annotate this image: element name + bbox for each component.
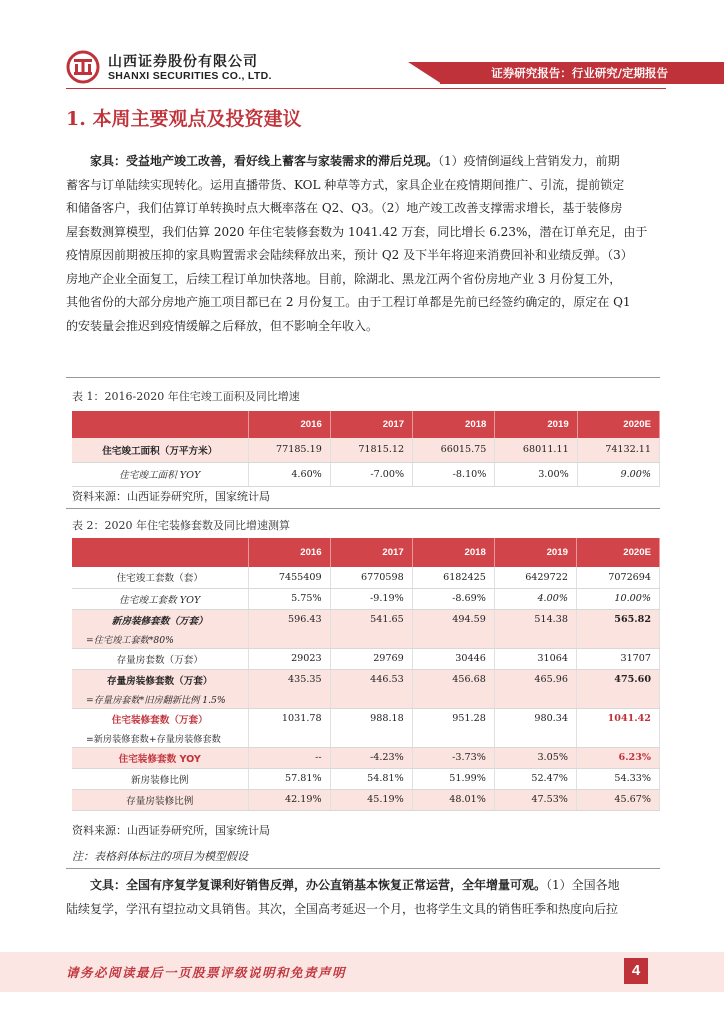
company-logo-icon [66,50,100,84]
table-row [72,567,660,588]
disclaimer-link[interactable]: 请务必阅读最后一页股票评级说明和免责声明 [66,965,347,980]
table-row [72,669,660,690]
table-cell: 71815.12 [330,438,412,462]
table2-col-2020e: 2020E [576,538,659,567]
table-cell: 存量房装修比例 [72,789,248,810]
table-cell: 6770598 [330,567,412,588]
stationery-lead: 文具：全国有序复学复课利好销售反弹，办公直销基本恢复正常运营，全年增量可观。 [90,878,547,892]
table-cell [494,729,576,747]
table-cell: 68011.11 [495,438,577,462]
table-row [72,648,660,669]
table1-header-row [72,411,660,438]
table2-note: 注：表格斜体标注的项目为模型假设 [72,850,248,863]
table-row [72,729,660,747]
section-title: 1. 本周主要观点及投资建议 [66,108,302,130]
table-cell: 435.35 [248,669,330,690]
table-cell: 596.43 [248,609,330,630]
table-row [72,768,660,789]
table-cell: 565.82 [576,609,659,630]
table-cell: 57.81% [248,768,330,789]
table-cell: 1041.42 [576,708,659,729]
table-cell: 6429722 [494,567,576,588]
table-cell: -8.69% [412,588,494,609]
table-cell: 951.28 [412,708,494,729]
table2-col-2016: 2016 [248,538,330,567]
page-header [0,0,724,96]
table-cell: 10.00% [576,588,659,609]
table-cell: 51.99% [412,768,494,789]
header-divider [66,88,666,89]
table-cell: 住宅竣工套数（套） [72,567,248,588]
furniture-lead: 家具：受益地产竣工改善，看好线上蓄客与家装需求的滞后兑现。 [90,154,439,168]
table-cell: 29769 [330,648,412,669]
stationery-line-0: （1）全国各地 [546,878,620,892]
table1-col-2017: 2017 [330,411,412,438]
table-cell: 52.47% [494,768,576,789]
table2-bottom-rule [66,868,660,869]
table-cell: 66015.75 [413,438,495,462]
table1-col-2018: 2018 [413,411,495,438]
table-cell: =新房装修套数+存量房装修套数 [72,729,248,747]
table-cell [494,690,576,708]
table-cell: 4.00% [494,588,576,609]
table-cell: -9.19% [330,588,412,609]
table-row [72,708,660,729]
table-row [72,609,660,630]
furniture-line-5: 房地产企业全面复工，后续工程订单加快落地。目前，除湖北、黑龙江两个省份房地产业 3 月份复工外， [66,271,622,286]
table-row [72,690,660,708]
table-cell: -4.23% [330,747,412,768]
report-type-label: 证券研究报告：行业研究/定期报告 [491,66,668,80]
stationery-line-1: 陆续复学，学汛有望拉动文具销售。其次，全国高考延迟一个月，也将学生文具的销售旺季和热度向后拉 [66,901,619,916]
table-cell: 988.18 [330,708,412,729]
table1-source: 资料来源：山西证券研究所，国家统计局 [72,490,270,503]
furniture-line-1: 蓄客与订单陆续实现转化。运用直播带货、KOL 种草等方式，家具企业在疫情期间推广、引流，提前锁定 [66,177,625,192]
table-cell [330,690,412,708]
table-cell: 31064 [494,648,576,669]
table2-col-2019: 2019 [494,538,576,567]
table-cell [248,630,330,648]
table-cell [248,690,330,708]
table-cell: 980.34 [494,708,576,729]
table-cell: 住宅竣工套数 YOY [72,588,248,609]
table-cell: 45.67% [576,789,659,810]
furniture-line-3: 屋套数测算模型，我们估算 2020 年住宅装修套数为 1041.42 万套，同比增长 6.23%，潜在订单充足，由于 [66,224,648,239]
table-row [72,747,660,768]
table1-col-label [72,411,248,438]
table2-col-2018: 2018 [412,538,494,567]
table-cell: 存量房套数（万套） [72,648,248,669]
table-cell: 77185.19 [248,438,330,462]
table-cell: 494.59 [412,609,494,630]
table-cell: 29023 [248,648,330,669]
table-cell [248,729,330,747]
table-cell: 47.53% [494,789,576,810]
table1 [72,411,660,487]
table-row [72,789,660,810]
company-name-en: SHANXI SECURITIES CO., LTD. [108,70,272,82]
table1-col-2019: 2019 [495,411,577,438]
table-cell: 30446 [412,648,494,669]
table-row [72,438,660,462]
table-cell [412,630,494,648]
table-cell: 住宅竣工面积（万平方米） [72,438,248,462]
table-cell [330,729,412,747]
table1-caption: 表 1：2016-2020 年住宅竣工面积及同比增速 [72,390,300,403]
table-cell: 31707 [576,648,659,669]
furniture-line-0: （1）疫情倒逼线上营销发力，前期 [438,154,620,168]
table-cell: 4.60% [248,462,330,486]
table2 [72,538,660,811]
table-cell: 54.81% [330,768,412,789]
table-cell: 住宅竣工面积 YOY [72,462,248,486]
table2-source: 资料来源：山西证券研究所，国家统计局 [72,824,270,837]
page-number: 4 [624,958,648,984]
furniture-line-7: 的安装量会推迟到疫情缓解之后释放，但不影响全年收入。 [66,318,379,333]
table-cell: 1031.78 [248,708,330,729]
table-cell: 新房装修比例 [72,768,248,789]
table-cell: 9.00% [577,462,659,486]
table1-top-rule [66,377,660,378]
table-cell: 新房装修套数（万套） [72,609,248,630]
table-cell [576,630,659,648]
furniture-line-6: 其他省份的大部分房地产施工项目都已在 2 月份复工。由于工程订单都是先前已经签约确定的，原定在 Q1 [66,295,631,309]
table-cell [494,630,576,648]
table-cell: 5.75% [248,588,330,609]
table-cell: 456.68 [412,669,494,690]
table-row [72,462,660,486]
table2-col-label [72,538,248,567]
stationery-paragraph [66,874,660,921]
table-cell: 住宅装修套数（万套） [72,708,248,729]
company-name-cn: 山西证券股份有限公司 [108,54,258,70]
furniture-paragraph [66,150,660,338]
table-cell: 465.96 [494,669,576,690]
table-cell: 42.19% [248,789,330,810]
table-cell: 475.60 [576,669,659,690]
table-cell: -- [248,747,330,768]
table2-top-rule [66,508,660,509]
table-cell: 3.00% [495,462,577,486]
table-cell: 514.38 [494,609,576,630]
table-cell: 住宅装修套数 YOY [72,747,248,768]
table-cell: 存量房装修套数（万套） [72,669,248,690]
table-cell: =住宅竣工套数*80% [72,630,248,648]
table-cell: 74132.11 [577,438,659,462]
table-cell: 3.05% [494,747,576,768]
table-row [72,630,660,648]
table-row [72,588,660,609]
table-cell: 446.53 [330,669,412,690]
table2-caption: 表 2：2020 年住宅装修套数及同比增速测算 [72,519,290,532]
table-cell [576,690,659,708]
table-cell: =存量房套数*旧房翻新比例 1.5% [72,690,248,708]
table-cell: 45.19% [330,789,412,810]
table-cell: 6182425 [412,567,494,588]
table-cell: 54.33% [576,768,659,789]
table2-header-row [72,538,660,567]
table-cell: 541.65 [330,609,412,630]
table2-col-2017: 2017 [330,538,412,567]
table1-col-2016: 2016 [248,411,330,438]
table-cell: -3.73% [412,747,494,768]
table-cell: 7072694 [576,567,659,588]
table-cell: 48.01% [412,789,494,810]
table-cell [412,729,494,747]
furniture-line-4: 疫情原因前期被压抑的家具购置需求会陆续释放出来，预计 Q2 及下半年将迎来消费回补和业绩反弹。（3） [66,248,633,262]
table-cell [412,690,494,708]
table-cell: 6.23% [576,747,659,768]
furniture-line-2: 和储备客户，我们估算订单转换时点大概率落在 Q2、Q3。（2）地产竣工改善支撑需求增长，基于装修房 [66,201,623,215]
table-cell: -8.10% [413,462,495,486]
header-band-tail [408,62,442,84]
table-cell: 7455409 [248,567,330,588]
table-cell: -7.00% [330,462,412,486]
table-cell [330,630,412,648]
table1-col-2020e: 2020E [577,411,659,438]
table-cell [576,729,659,747]
